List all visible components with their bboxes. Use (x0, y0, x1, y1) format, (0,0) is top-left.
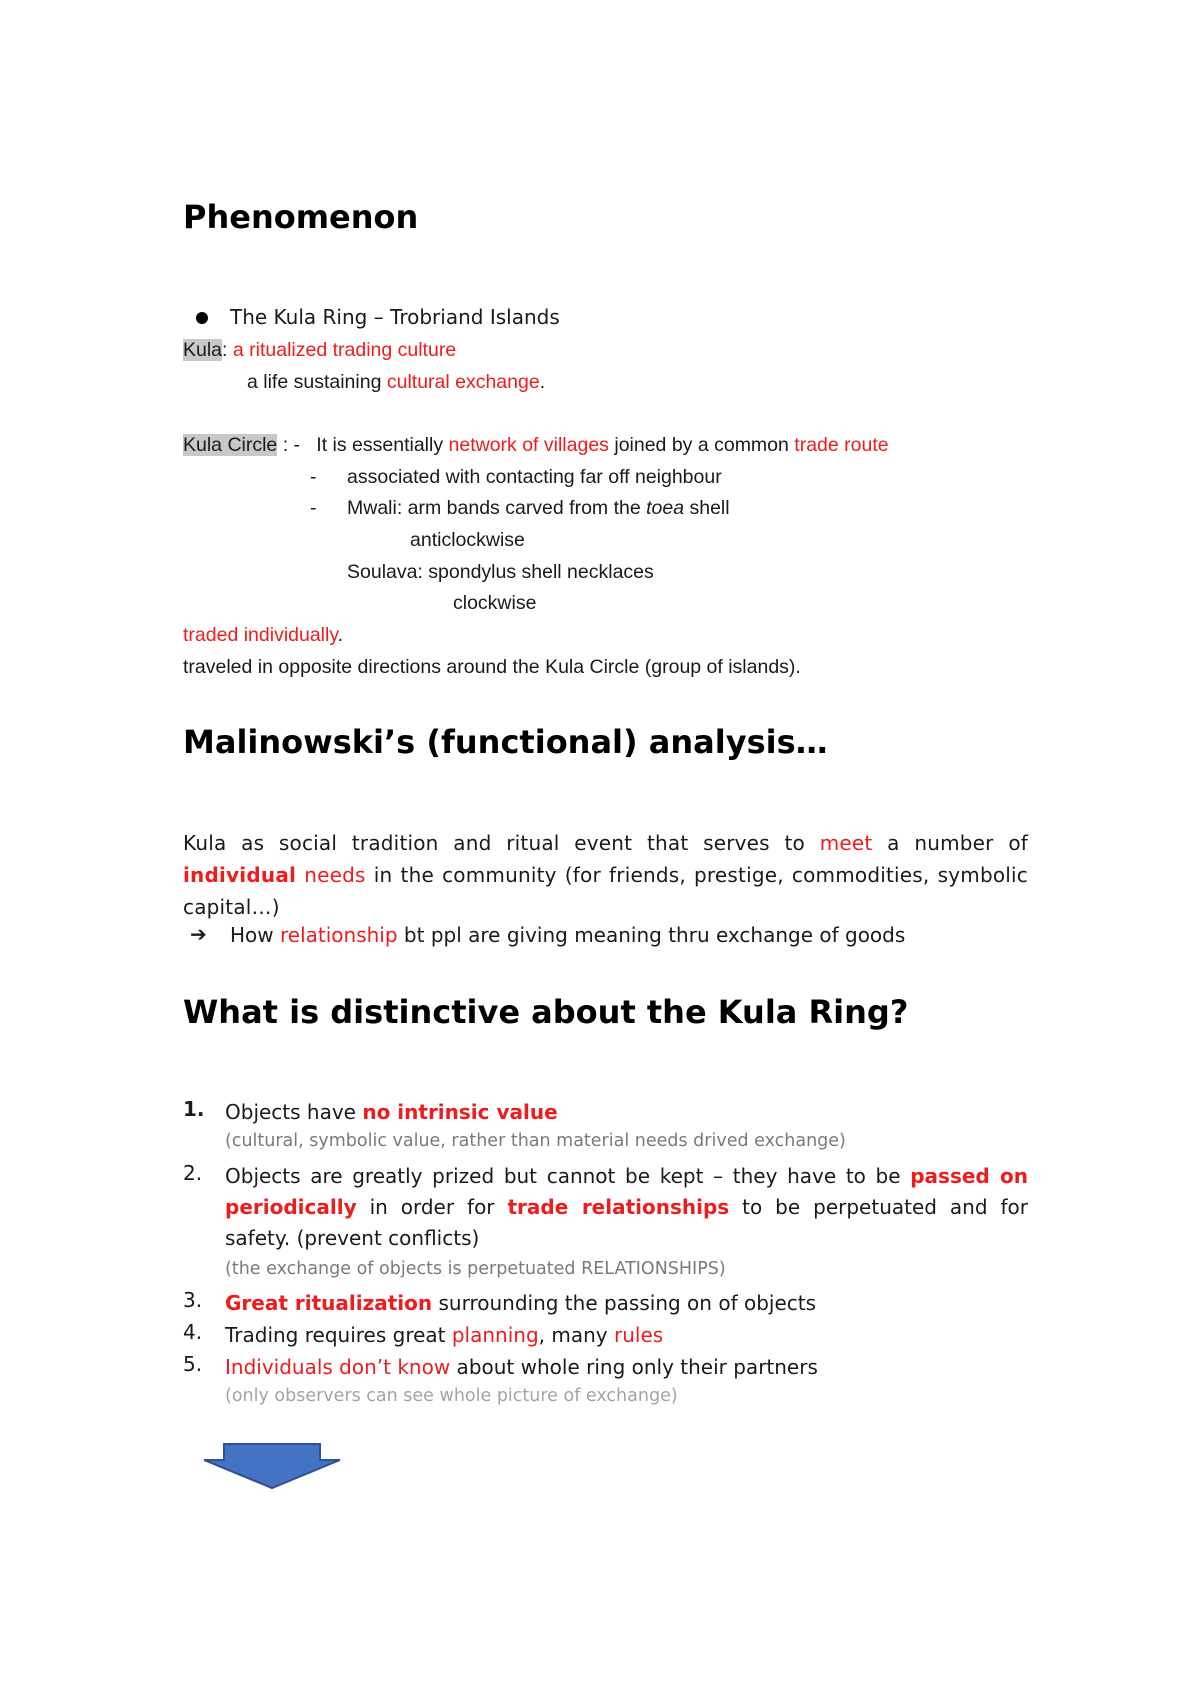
life-sustaining-line: a life sustaining cultural exchange. (247, 371, 546, 393)
list-item-2-note: (the exchange of objects is perpetuated RELATIONSHIPS) (225, 1259, 726, 1279)
dash-marker: - (310, 497, 317, 519)
anticlockwise-label: anticlockwise (410, 529, 525, 551)
heading-phenomenon: Phenomenon (183, 198, 419, 236)
list-number: 5. (183, 1352, 203, 1376)
list-item-4: Trading requires great planning, many rules (225, 1323, 664, 1347)
traded-individually-line: traded individually. (183, 624, 344, 646)
relationship-line: How relationship bt ppl are giving meaning thru exchange of goods (230, 923, 906, 947)
bullet-icon (196, 312, 208, 324)
mwali-line: Mwali: arm bands carved from the toea shell (347, 497, 730, 519)
kula-label: Kula (183, 339, 223, 361)
kula-circle-line: Kula Circle : - It is essentially network of villages joined by a common trade route (183, 434, 889, 456)
list-item-1-note: (cultural, symbolic value, rather than material needs drived exchange) (225, 1131, 846, 1151)
traveled-line: traveled in opposite directions around the Kula Circle (group of islands). (183, 656, 801, 678)
dash-marker: - (310, 466, 317, 488)
list-number: 3. (183, 1288, 203, 1312)
list-number: 2. (183, 1161, 203, 1185)
list-item-2: Objects are greatly prized but cannot be kept – they have to be passed on periodically in order for trade relationships to be perpetuated and for safety. (prevent conflicts) (225, 1164, 1028, 1250)
down-arrow-icon (200, 1442, 344, 1490)
kula-circle-label: Kula Circle (183, 434, 278, 456)
analysis-paragraph: Kula as social tradition and ritual event that serves to meet a number of individual needs in the community (for friends, prestige, commodities, symbolic capital…) (183, 831, 1029, 919)
list-item-5-note: (only observers can see whole picture of exchange) (225, 1386, 678, 1406)
heading-analysis: Malinowski’s (functional) analysis… (183, 723, 828, 761)
kula-definition-line: Kula: a ritualized trading culture (183, 339, 457, 361)
associated-line: associated with contacting far off neighbour (347, 466, 722, 488)
heading-distinctive: What is distinctive about the Kula Ring? (183, 993, 909, 1031)
list-item-1: Objects have no intrinsic value (225, 1100, 558, 1124)
list-item-5: Individuals don’t know about whole ring only their partners (225, 1355, 818, 1379)
list-number: 4. (183, 1320, 203, 1344)
list-number: 1. (183, 1097, 205, 1121)
clockwise-label: clockwise (453, 592, 537, 614)
bullet-kula-ring: The Kula Ring – Trobriand Islands (230, 305, 560, 329)
list-item-3: Great ritualization surrounding the passing on of objects (225, 1291, 817, 1315)
soulava-line: Soulava: spondylus shell necklaces (347, 561, 654, 583)
arrow-right-icon: ➔ (190, 922, 207, 946)
kula-definition: a ritualized trading culture (232, 339, 457, 361)
